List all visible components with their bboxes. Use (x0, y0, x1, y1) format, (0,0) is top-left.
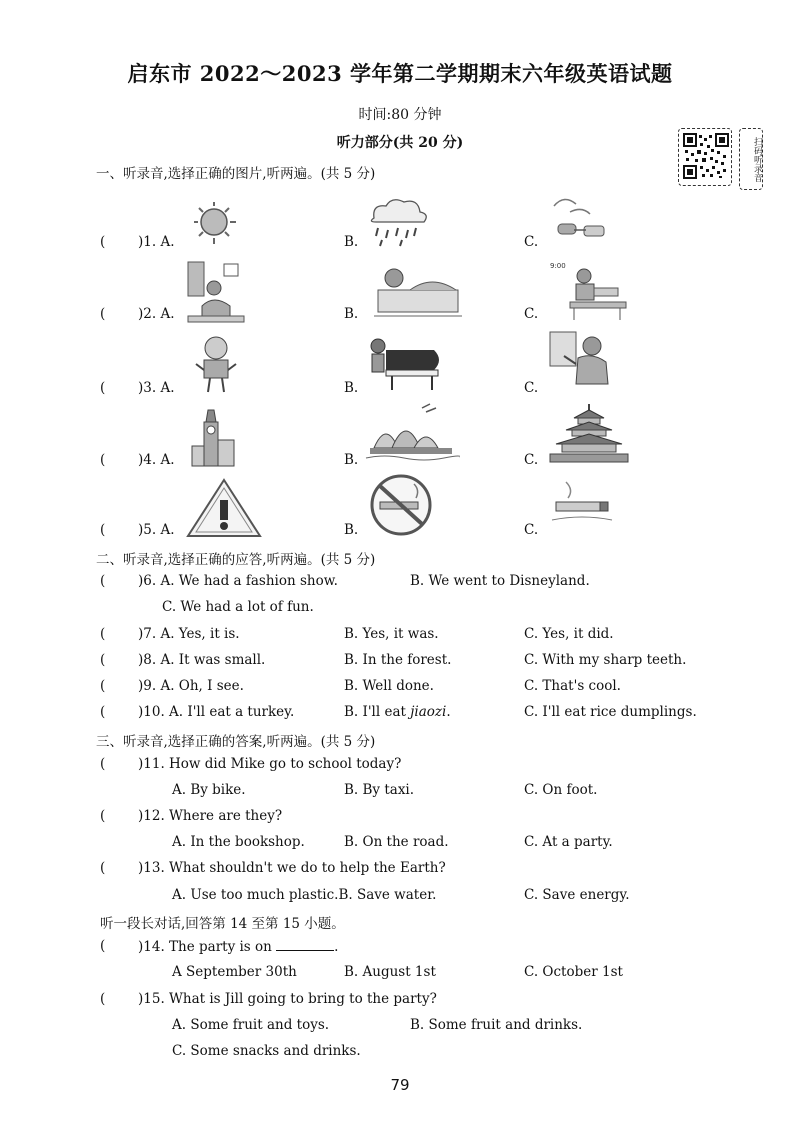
no-smoking-sign-icon (364, 472, 438, 538)
answer-paren: ( (100, 626, 106, 642)
answer-paren: ( (100, 452, 106, 468)
big-ben-picture-icon (188, 408, 238, 468)
q12-option-a: A. In the bookshop. (172, 834, 305, 850)
q10-option-b (344, 704, 451, 720)
answer-paren: ( (100, 678, 106, 694)
warning-sign-icon (184, 476, 264, 540)
section-2-heading: 二、听录音,选择正确的应答,听两遍。(共 5 分) (96, 552, 376, 568)
q12-stem: )12. Where are they? (138, 808, 283, 824)
q10-option-b-prefix: B. I'll eat (344, 704, 411, 720)
q15-option-a: A. Some fruit and toys. (172, 1017, 330, 1033)
q14-stem-text: )14. The party is on (138, 939, 272, 955)
boy-picture-icon (190, 334, 242, 394)
svg-text:9:00: 9:00 (550, 262, 566, 270)
windy-picture-icon (544, 192, 610, 248)
q3-label: )3. A. (138, 380, 175, 396)
q5-option-b: B. (344, 522, 359, 538)
q11-stem: )11. How did Mike go to school today? (138, 756, 402, 772)
q15-option-c: C. Some snacks and drinks. (172, 1043, 361, 1059)
qr-label: 扫码听录音 (739, 128, 763, 190)
q15-option-b: B. Some fruit and drinks. (410, 1017, 583, 1033)
answer-paren: ( (100, 991, 106, 1007)
q4-option-c: C. (524, 452, 539, 468)
rain-picture-icon (364, 196, 432, 250)
q14-stem (138, 938, 338, 955)
page-number: 79 (390, 1076, 410, 1094)
q2-option-c: C. (524, 306, 539, 322)
q8-option-a: )8. A. It was small. (138, 652, 266, 668)
smoking-picture-icon (546, 476, 620, 538)
answer-paren: ( (100, 938, 106, 954)
q12-option-b: B. On the road. (344, 834, 449, 850)
sleeping-picture-icon (370, 260, 464, 322)
drawing-picture-icon (546, 328, 616, 392)
q2-option-b: B. (344, 306, 359, 322)
q14-option-b: B. August 1st (344, 964, 436, 980)
answer-paren: ( (100, 860, 106, 876)
q13-stem: )13. What shouldn't we do to help the Earth? (138, 860, 446, 876)
q11-option-a: A. By bike. (172, 782, 246, 798)
opera-house-picture-icon (364, 400, 460, 466)
q6-option-c: C. We had a lot of fun. (162, 599, 314, 615)
q10-option-a: )10. A. I'll eat a turkey. (138, 704, 295, 720)
answer-paren: ( (100, 380, 106, 396)
answer-paren: ( (100, 573, 106, 589)
page-title: 启东市 2022～2023 学年第二学期期末六年级英语试题 (127, 61, 673, 86)
q7-option-a: )7. A. Yes, it is. (138, 626, 240, 642)
q4-option-b: B. (344, 452, 359, 468)
q9-option-b: B. Well done. (344, 678, 434, 694)
q7-option-c: C. Yes, it did. (524, 626, 614, 642)
section-3-heading: 三、听录音,选择正确的答案,听两遍。(共 5 分) (96, 734, 376, 750)
exam-time: 时间:80 分钟 (358, 107, 442, 123)
q7-option-b: B. Yes, it was. (344, 626, 439, 642)
temple-of-heaven-picture-icon (546, 402, 632, 468)
q14-blank (276, 938, 334, 951)
reading-picture-icon (184, 260, 246, 324)
section-4-heading: 听一段长对话,回答第 14 至第 15 小题。 (100, 916, 345, 932)
answer-paren: ( (100, 756, 106, 772)
qr-code[interactable] (678, 128, 732, 186)
answer-paren: ( (100, 234, 106, 250)
q11-option-c: C. On foot. (524, 782, 598, 798)
q15-stem: )15. What is Jill going to bring to the party? (138, 991, 437, 1007)
q5-option-c: C. (524, 522, 539, 538)
sun-picture-icon (186, 200, 244, 250)
q6-option-a: )6. A. We had a fashion show. (138, 573, 338, 589)
q14-option-a: A September 30th (172, 964, 297, 980)
qr-code-icon (683, 133, 729, 179)
q1-option-c: C. (524, 234, 539, 250)
desk-picture-icon (546, 258, 632, 322)
q14-period: . (334, 939, 339, 955)
q3-option-b: B. (344, 380, 359, 396)
q10-option-c: C. I'll eat rice dumplings. (524, 704, 697, 720)
q9-option-c: C. That's cool. (524, 678, 621, 694)
listening-heading: 听力部分(共 20 分) (336, 135, 464, 151)
q1-label: )1. A. (138, 234, 175, 250)
q10-option-b-suffix: . (446, 704, 451, 720)
piano-picture-icon (364, 330, 446, 392)
q13-option-c: C. Save energy. (524, 887, 630, 903)
q2-label: )2. A. (138, 306, 175, 322)
answer-paren: ( (100, 522, 106, 538)
q9-option-a: )9. A. Oh, I see. (138, 678, 244, 694)
q10-option-b-italic: jiaozi (410, 704, 447, 720)
q14-option-c: C. October 1st (524, 964, 623, 980)
q8-option-c: C. With my sharp teeth. (524, 652, 687, 668)
q12-option-c: C. At a party. (524, 834, 613, 850)
q8-option-b: B. In the forest. (344, 652, 452, 668)
q1-option-b: B. (344, 234, 359, 250)
q5-label: )5. A. (138, 522, 175, 538)
answer-paren: ( (100, 652, 106, 668)
q4-label: )4. A. (138, 452, 175, 468)
section-1-heading: 一、听录音,选择正确的图片,听两遍。(共 5 分) (96, 166, 376, 182)
answer-paren: ( (100, 704, 106, 720)
answer-paren: ( (100, 306, 106, 322)
q11-option-b: B. By taxi. (344, 782, 415, 798)
q13-option-ab: A. Use too much plastic.B. Save water. (172, 887, 437, 903)
q6-option-b: B. We went to Disneyland. (410, 573, 590, 589)
q3-option-c: C. (524, 380, 539, 396)
answer-paren: ( (100, 808, 106, 824)
